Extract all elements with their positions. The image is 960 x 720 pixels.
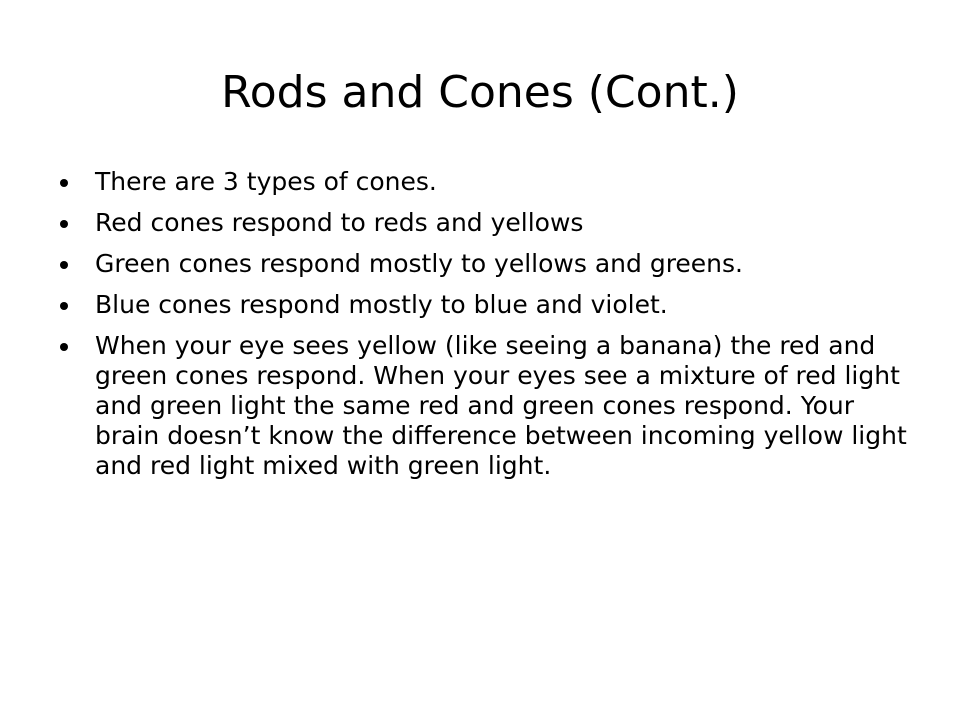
slide-title: Rods and Cones (Cont.) [221,67,739,118]
bullet-item [60,290,920,320]
bullet-dot-icon [60,302,68,310]
bullet-dot-icon [60,343,68,351]
bullet-dot-icon [60,261,68,269]
bullet-text: Green cones respond mostly to yellows and greens. [95,249,743,278]
bullet-text: Blue cones respond mostly to blue and violet. [95,290,668,319]
bullet-list [60,167,920,492]
bullet-text: When your eye sees yellow (like seeing a banana) the red and green cones respond. When your eyes see a mixture of red light and green light the same red and green cones respond. Your brain doesn’t know the difference between incoming yellow light and red light mixed with green light. [95,331,907,480]
bullet-dot-icon [60,220,68,228]
bullet-text: There are 3 types of cones. [95,167,437,196]
bullet-dot-icon [60,179,68,187]
bullet-item [60,208,920,238]
bullet-item [60,167,920,197]
bullet-item [60,249,920,279]
bullet-text: Red cones respond to reds and yellows [95,208,584,237]
bullet-item [60,331,920,481]
